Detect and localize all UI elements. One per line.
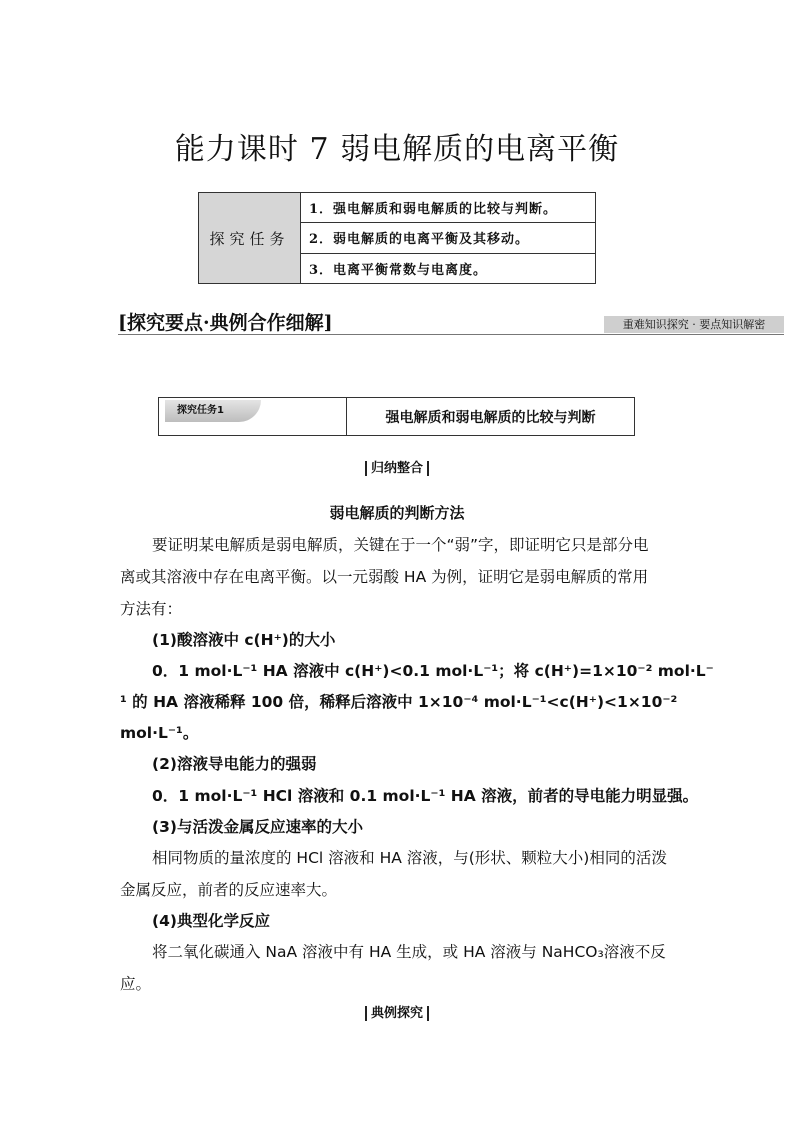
intro-line-1: 要证明某电解质是弱电解质，关键在于一个“弱”字，即证明它只是部分电 [152,536,649,554]
method-3-line-2: 金属反应，前者的反应速率大。 [120,881,338,899]
content-subheading: 弱电解质的判断方法 [329,504,465,522]
section-heading: [探究要点·典例合作细解] [118,312,333,334]
intro-line-3: 方法有： [120,600,183,618]
example-tag-row [0,1002,794,1021]
page-title: 能力课时 7 弱电解质的电离平衡 [174,132,620,167]
example-tag: 典例探究 [365,1006,429,1021]
method-3-heading: (3)与活泼金属反应速率的大小 [152,818,363,836]
task-item: 2．弱电解质的电离平衡及其移动。 [301,222,595,252]
method-1-heading: (1)酸溶液中 c(H⁺)的大小 [152,631,336,649]
task-list [301,193,595,283]
method-4-heading: (4)典型化学反应 [152,912,270,930]
intro-line-2: 离或其溶液中存在电离平衡。以一元弱酸 HA 为例，证明它是弱电解质的常用 [120,568,649,586]
method-1-line-1: 0．1 mol·L⁻¹ HA 溶液中 c(H⁺)<0.1 mol·L⁻¹；将 c(H⁺)=1×10⁻² mol·L⁻ [152,662,714,680]
task-item: 1．强电解质和弱电解质的比较与判断。 [309,202,558,218]
summary-tag: 归纳整合 [365,461,429,476]
method-4-line-2: 应。 [120,975,152,993]
summary-tag-row [0,457,794,476]
method-1-line-3: mol·L⁻¹。 [120,724,199,742]
task1-banner [158,397,635,436]
task-table-label: 探究任务 [199,193,301,283]
section-divider [118,334,784,335]
method-4-line-1: 将二氧化碳通入 NaA 溶液中有 HA 生成，或 HA 溶液与 NaHCO₃溶液不反 [152,943,666,961]
task1-title: 强电解质和弱电解质的比较与判断 [385,409,596,426]
method-2-line-1: 0．1 mol·L⁻¹ HCl 溶液和 0.1 mol·L⁻¹ HA 溶液，前者的导电能力明显强。 [152,787,699,805]
task-table [198,192,596,284]
method-3-line-1: 相同物质的量浓度的 HCl 溶液和 HA 溶液，与(形状、颗粒大小)相同的活泼 [152,849,667,867]
task1-badge-label: 探究任务1 [177,405,224,416]
method-2-heading: (2)溶液导电能力的强弱 [152,755,317,773]
method-1-line-2: ¹ 的 HA 溶液稀释 100 倍，稀释后溶液中 1×10⁻⁴ mol·L⁻¹<c(H⁺)<1×10⁻² [120,693,678,711]
section-tag: 重难知识探究 · 要点知识解密 [604,316,784,333]
task-item: 3．电离平衡常数与电离度。 [301,253,595,283]
task1-badge [159,398,347,435]
